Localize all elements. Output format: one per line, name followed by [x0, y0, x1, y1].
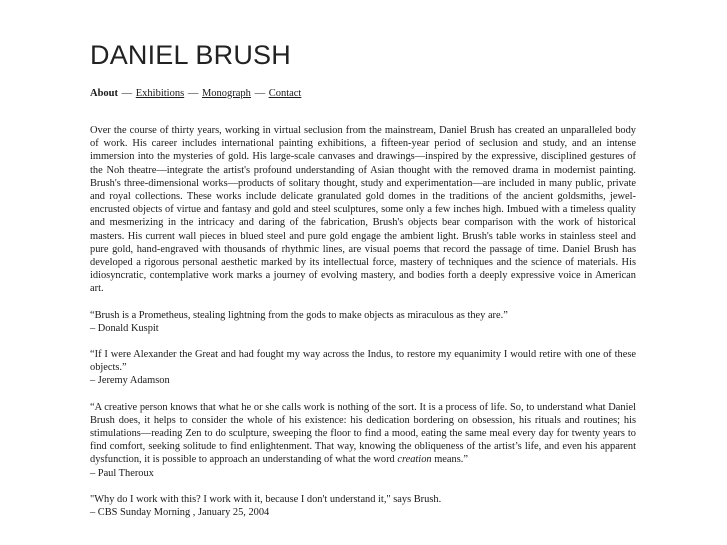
nav-separator: —: [187, 88, 199, 99]
quote-attribution: – Jeremy Adamson: [90, 375, 170, 387]
bio-paragraph: Over the course of thirty years, working in virtual seclusion from the mainstream, Daniel Brush has created an unparalleled body of work. His career includes international painting exhibitions, a fifteen-year period of seclusion and study, and an intense immersion into the mysteries of gold. His large-scale canvases and drawings—inspired by the expressive, disciplined gestures of the Noh theatre—integrate the artist's profound understanding of Asian thought with the removed drama in modernist painting. Brush's three-dimensional works—products of solitary thought, study and experimentation—are included in many public, private and royal collections. These works include delicate granulated gold domes in the traditions of the ancient goldsmiths, jewel-encrusted objects of virtue and fantasy and gold and steel sculptures, some only a few inches high. Imbued with a timeless quality and mesmerizing in the intricacy and daring of the fabrication, Brush's objects bear comparison with the work of historical masters. His current wall pieces in blued steel and pure gold engage the ambient light. Brush's table works in stainless steel and pure gold, hand-engraved with thousands of rhythmic lines, are visual poems that record the passage of time. Daniel Brush has developed a rigorous personal aesthetic marked by its intellectual force, mastery of techniques and the science of materials. His idiosyncratic, contemplative work marks a journey of evolving mastery, and bodies forth a deeply expressive voice in American art.: [90, 125, 636, 295]
nav-item-about[interactable]: About: [90, 88, 119, 99]
quote-emphasis: creation: [397, 454, 432, 466]
quote-kuspit: [90, 309, 636, 335]
nav-item-monograph[interactable]: Monograph: [201, 88, 251, 99]
quote-attribution: – CBS Sunday Morning , January 25, 2004: [90, 507, 270, 519]
about-content: [90, 124, 636, 519]
quote-brush: [90, 493, 636, 519]
nav-item-exhibitions[interactable]: Exhibitions: [135, 88, 185, 99]
quote-adamson: [90, 348, 636, 388]
quote-text-start: “A creative person knows that what he or she calls work is nothing of the sort. It is a process of life. So, to understand what Daniel Brush does, it helps to consider the whole of his existence: his dedication bordering on obsession, his rituals and routines; his stimulations—reading Zen to do sculpture, sweeping the floor to find a mood, eating the same meal every day for twenty years to find comfort, seeking solitude to find enlightenment. That way, knowing the obliqueness of the artist’s life, and even his apparent dysfunction, it is possible to approach an understanding of what the word: [90, 401, 636, 466]
nav-item-contact[interactable]: Contact: [268, 88, 302, 99]
quote-attribution: – Donald Kuspit: [90, 322, 159, 334]
quote-theroux: [90, 401, 636, 480]
quote-attribution: – Paul Theroux: [90, 467, 154, 479]
quote-text-end: means.”: [431, 454, 468, 466]
quote-text: “Brush is a Prometheus, stealing lightning from the gods to make objects as miraculous as they are.”: [90, 309, 508, 321]
nav-separator: —: [121, 88, 133, 99]
nav-separator: —: [254, 88, 266, 99]
site-title: DANIEL BRUSH: [90, 40, 291, 70]
quote-text: "Why do I work with this? I work with it, because I don't understand it," says Brush.: [90, 493, 442, 505]
main-nav: [90, 87, 301, 100]
quote-text: [90, 401, 636, 467]
quote-text: “If I were Alexander the Great and had fought my way across the Indus, to restore my equanimity I would retire with one of these objects.”: [90, 349, 636, 374]
